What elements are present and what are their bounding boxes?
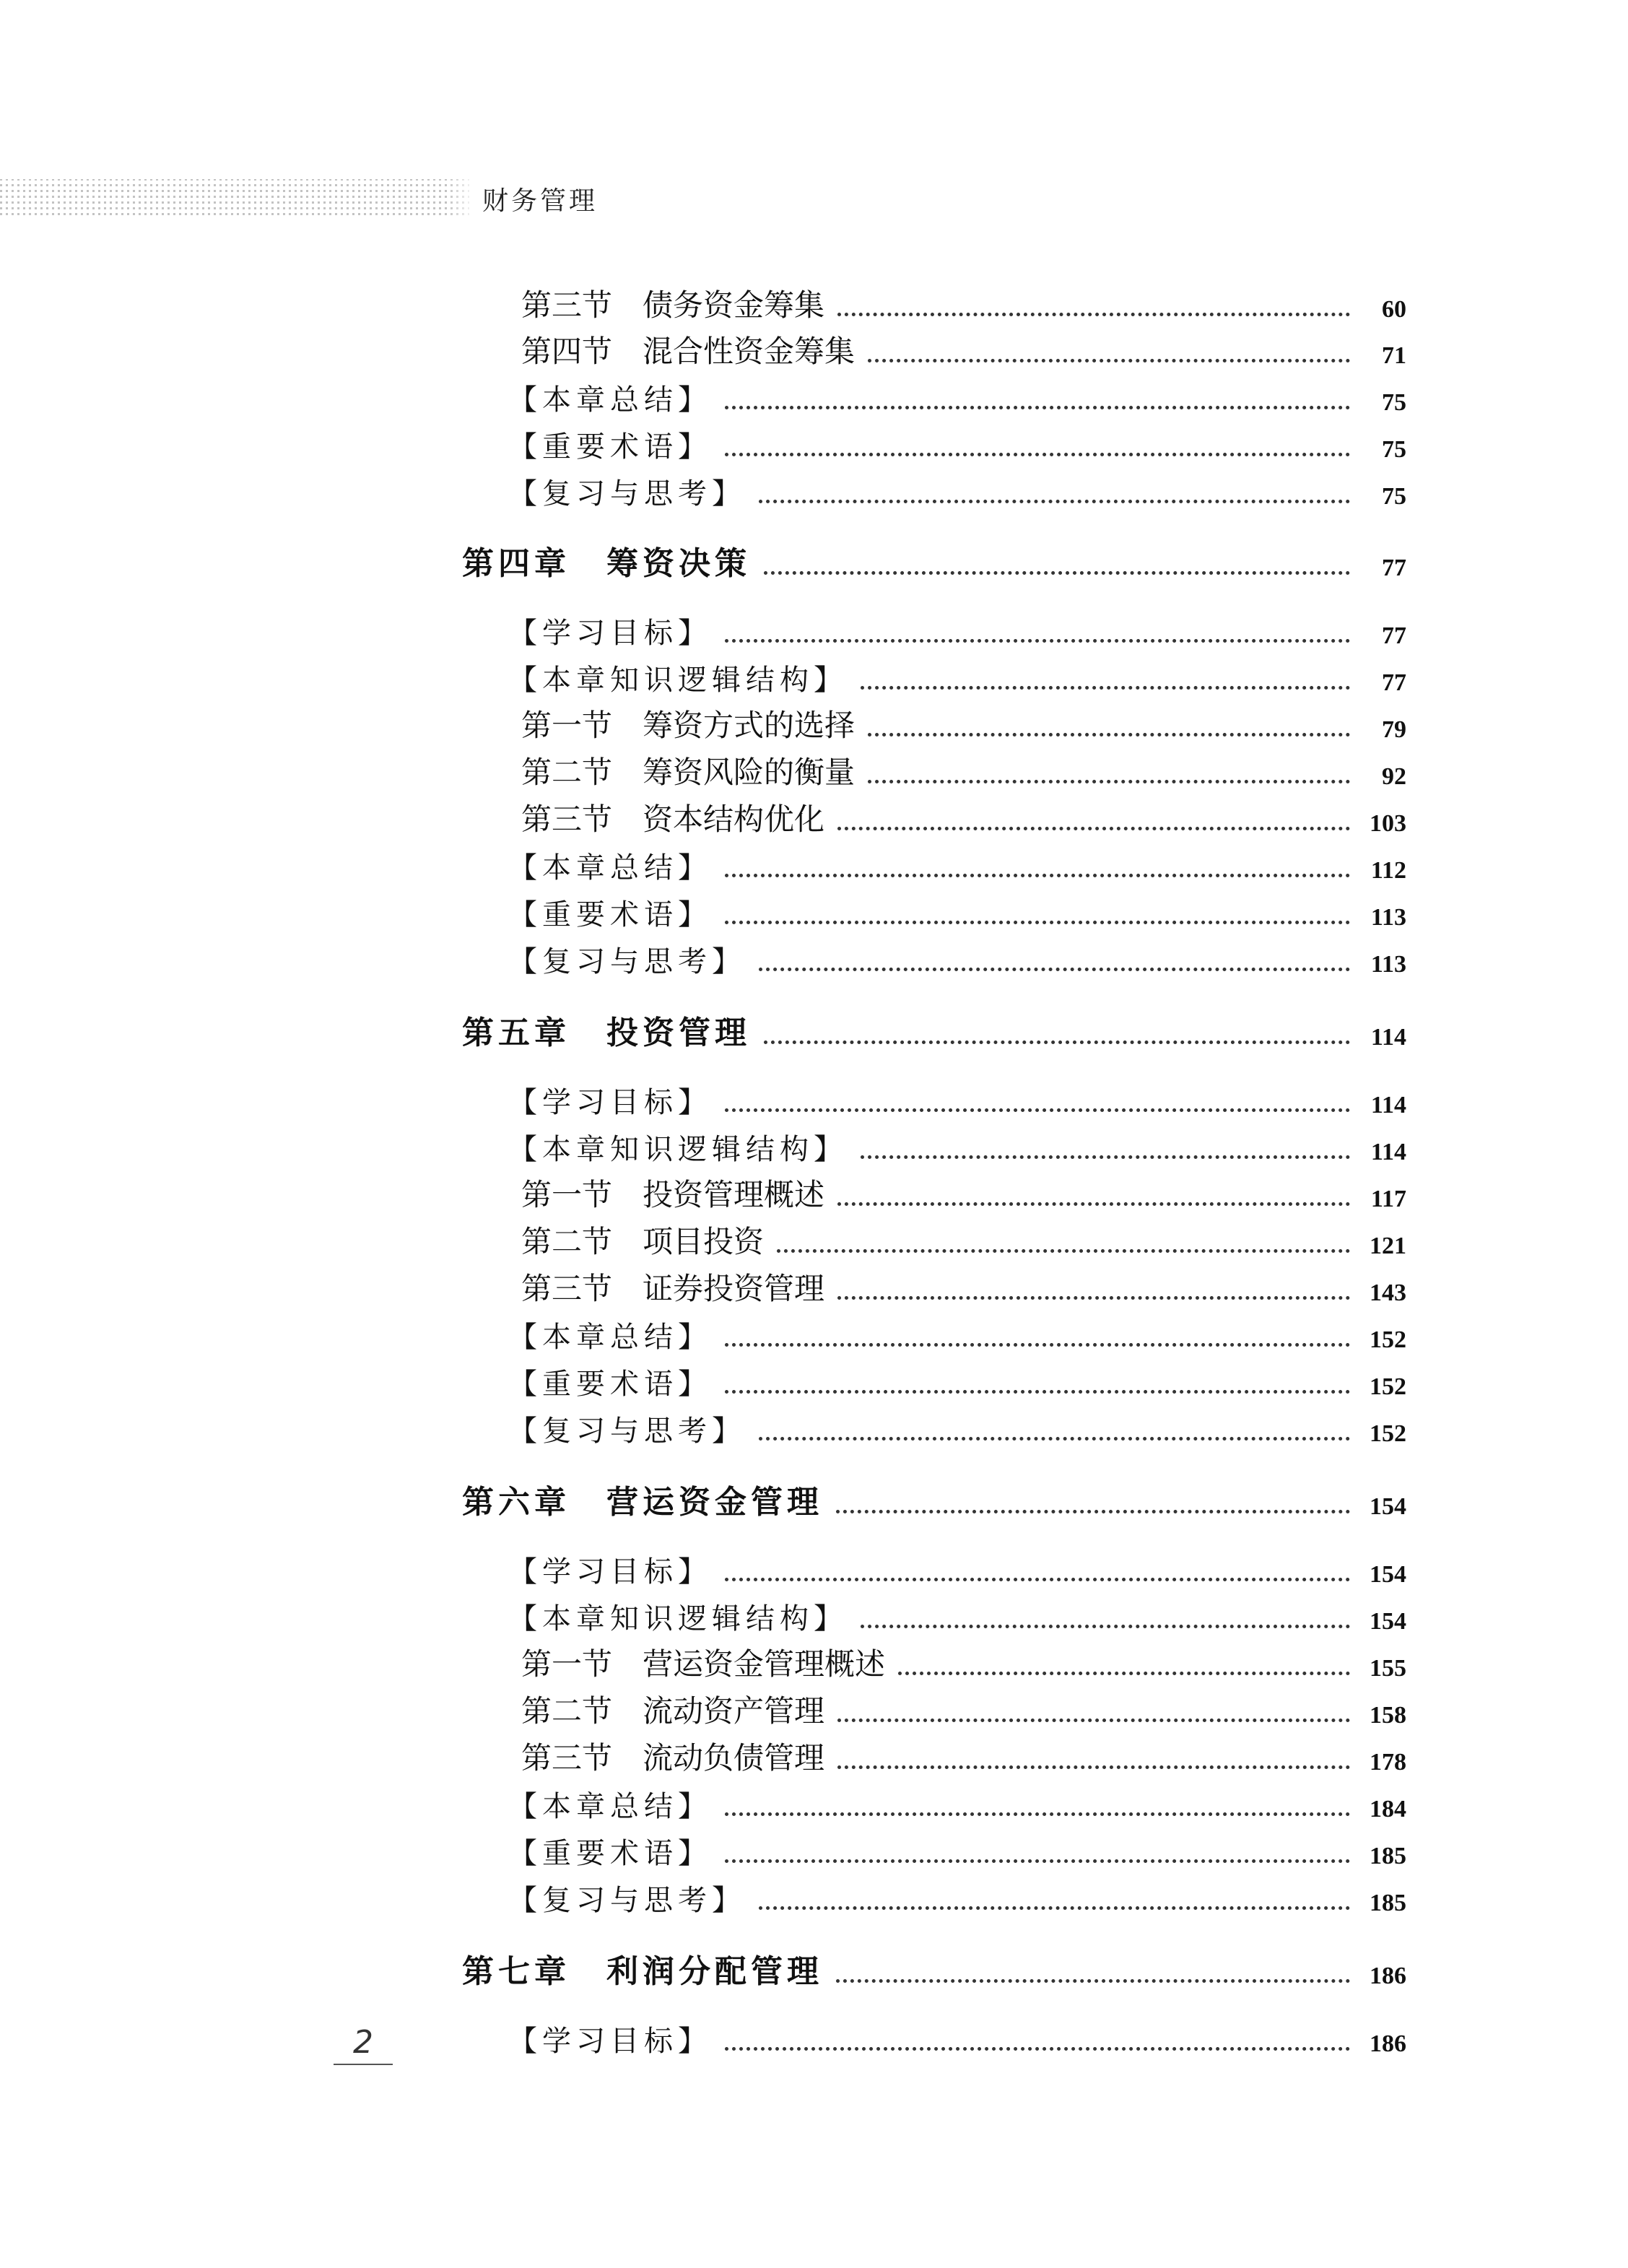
dot-leader <box>759 968 1350 971</box>
toc-entry-bracket[interactable] <box>508 469 1406 512</box>
toc-entry-section[interactable] <box>521 1641 1406 1684</box>
dot-leader <box>725 1390 1350 1394</box>
toc-entry-label: 【本章总结】 <box>508 1321 712 1354</box>
toc-entry-label: 第二节 项目投资 <box>521 1224 765 1259</box>
toc-entry-page-number: 186 <box>1370 1963 1406 1989</box>
toc-entry-label: 【本章知识逻辑结构】 <box>508 1133 848 1166</box>
toc-entry-section[interactable] <box>521 1687 1406 1731</box>
toc-entry-bracket[interactable] <box>508 937 1406 980</box>
toc-entry-bracket[interactable] <box>508 1781 1406 1825</box>
toc-entry-page-number: 75 <box>1382 389 1406 416</box>
toc-entry-section[interactable] <box>521 282 1406 325</box>
toc-entry-chapter[interactable] <box>462 540 1406 583</box>
toc-entry-bracket[interactable] <box>508 422 1406 465</box>
dot-leader <box>764 571 1350 575</box>
dot-leader <box>837 1202 1350 1206</box>
toc-entry-page-number: 117 <box>1370 1186 1406 1212</box>
toc-entry-label: 第三节 证券投资管理 <box>521 1271 825 1306</box>
dot-leader <box>898 1672 1350 1675</box>
toc-entry-label: 第七章 利润分配管理 <box>462 1953 823 1990</box>
toc-entry-bracket[interactable] <box>508 608 1406 651</box>
dot-leader <box>725 453 1350 456</box>
toc-entry-bracket[interactable] <box>508 1359 1406 1402</box>
toc-entry-page-number: 112 <box>1370 857 1406 884</box>
toc-entry-page-number: 143 <box>1370 1279 1406 1306</box>
toc-entry-page-number: 184 <box>1370 1796 1406 1822</box>
dot-leader <box>861 1625 1350 1628</box>
toc-entry-label: 【本章总结】 <box>508 383 712 417</box>
toc-entry-page-number: 154 <box>1370 1493 1406 1520</box>
toc-entry-chapter[interactable] <box>462 1479 1406 1522</box>
toc-entry-label: 【重要术语】 <box>508 898 712 931</box>
toc-entry-page-number: 114 <box>1370 1139 1406 1165</box>
toc-entry-page-number: 154 <box>1370 1561 1406 1588</box>
toc-entry-label: 第二节 流动资产管理 <box>521 1693 825 1729</box>
toc-entry-label: 【复习与思考】 <box>508 1884 746 1917</box>
toc-entry-section[interactable] <box>521 749 1406 792</box>
dot-leader <box>868 733 1350 737</box>
toc-entry-section[interactable] <box>521 1734 1406 1778</box>
dot-leader <box>861 686 1350 690</box>
toc-entry-bracket[interactable] <box>508 655 1406 698</box>
toc-entry-page-number: 185 <box>1370 1843 1406 1869</box>
dot-leader <box>837 313 1350 316</box>
toc-entry-page-number: 77 <box>1382 622 1406 649</box>
toc-entry-bracket[interactable] <box>508 1312 1406 1355</box>
toc-entry-page-number: 152 <box>1370 1373 1406 1400</box>
toc-entry-label: 第五章 投资管理 <box>462 1014 751 1051</box>
toc-entry-section[interactable] <box>521 1218 1406 1261</box>
toc-entry-label: 第一节 投资管理概述 <box>521 1177 825 1212</box>
toc-entry-chapter[interactable] <box>462 1009 1406 1053</box>
header-decorative-bar <box>0 179 469 215</box>
dot-leader <box>725 1343 1350 1347</box>
toc-entry-page-number: 121 <box>1370 1233 1406 1259</box>
toc-entry-section[interactable] <box>521 702 1406 745</box>
toc-entry-label: 第二节 筹资风险的衡量 <box>521 755 856 790</box>
toc-entry-label: 第一节 营运资金管理概述 <box>521 1646 886 1682</box>
page-number: 2 <box>334 2024 393 2065</box>
toc-entry-page-number: 77 <box>1382 669 1406 696</box>
toc-entry-label: 【本章知识逻辑结构】 <box>508 1602 848 1635</box>
toc-entry-page-number: 92 <box>1382 763 1406 790</box>
toc-entry-page-number: 158 <box>1370 1702 1406 1729</box>
toc-entry-page-number: 154 <box>1370 1608 1406 1635</box>
toc-entry-bracket[interactable] <box>508 1406 1406 1449</box>
toc-entry-label: 第四节 混合性资金筹集 <box>521 334 856 369</box>
toc-entry-section[interactable] <box>521 1171 1406 1215</box>
dot-leader <box>725 921 1350 924</box>
toc-entry-section[interactable] <box>521 796 1406 839</box>
toc-entry-label: 【本章总结】 <box>508 1790 712 1823</box>
toc-entry-page-number: 71 <box>1382 342 1406 369</box>
dot-leader <box>725 874 1350 877</box>
toc-entry-page-number: 113 <box>1370 904 1406 931</box>
toc-entry-page-number: 75 <box>1382 483 1406 510</box>
dot-leader <box>777 1249 1350 1253</box>
toc-entry-chapter[interactable] <box>462 1948 1406 1991</box>
toc-entry-label: 【复习与思考】 <box>508 477 746 510</box>
toc-entry-page-number: 155 <box>1370 1655 1406 1682</box>
toc-entry-page-number: 152 <box>1370 1420 1406 1447</box>
dot-leader <box>764 1040 1350 1044</box>
toc-entry-bracket[interactable] <box>508 375 1406 418</box>
toc-entry-page-number: 113 <box>1370 951 1406 978</box>
toc-entry-label: 【学习目标】 <box>508 1555 712 1589</box>
toc-entry-page-number: 114 <box>1370 1092 1406 1118</box>
toc-entry-label: 第六章 营运资金管理 <box>462 1484 823 1521</box>
dot-leader <box>836 1979 1350 1983</box>
toc-entry-label: 第一节 筹资方式的选择 <box>521 708 856 743</box>
toc-entry-label: 【学习目标】 <box>508 617 712 650</box>
dot-leader <box>837 1296 1350 1300</box>
toc-entry-page-number: 103 <box>1370 810 1406 837</box>
toc-entry-page-number: 178 <box>1370 1749 1406 1776</box>
toc-entry-bracket[interactable] <box>508 1547 1406 1590</box>
dot-leader <box>759 1906 1350 1910</box>
toc-entry-page-number: 185 <box>1370 1890 1406 1916</box>
toc-entry-label: 【重要术语】 <box>508 430 712 464</box>
toc-entry-bracket[interactable] <box>508 1828 1406 1872</box>
toc-entry-page-number: 77 <box>1382 555 1406 581</box>
dot-leader <box>725 639 1350 643</box>
toc-entry-bracket[interactable] <box>508 1875 1406 1919</box>
toc-entry-page-number: 152 <box>1370 1326 1406 1353</box>
toc-entry-label: 【学习目标】 <box>508 2025 712 2058</box>
toc-entry-page-number: 60 <box>1382 296 1406 323</box>
toc-entry-label: 【复习与思考】 <box>508 945 746 978</box>
dot-leader <box>861 1155 1350 1159</box>
toc-entry-section[interactable] <box>521 328 1406 371</box>
dot-leader <box>837 1765 1350 1769</box>
toc-entry-label: 【复习与思考】 <box>508 1415 746 1448</box>
toc-entry-label: 【重要术语】 <box>508 1837 712 1870</box>
toc-entry-bracket[interactable] <box>508 2016 1406 2059</box>
dot-leader <box>725 1578 1350 1581</box>
toc-entry-page-number: 75 <box>1382 436 1406 463</box>
toc-entry-label: 【学习目标】 <box>508 1086 712 1119</box>
toc-entry-bracket[interactable] <box>508 1077 1406 1121</box>
toc-entry-label: 第三节 资本结构优化 <box>521 801 825 837</box>
toc-entry-section[interactable] <box>521 1265 1406 1308</box>
dot-leader <box>725 1108 1350 1112</box>
toc-entry-page-number: 79 <box>1382 716 1406 743</box>
toc-entry-label: 第四章 筹资决策 <box>462 545 751 582</box>
dot-leader <box>725 1812 1350 1816</box>
dot-leader <box>725 1859 1350 1863</box>
toc-entry-bracket[interactable] <box>508 843 1406 886</box>
toc-entry-bracket[interactable] <box>508 1594 1406 1637</box>
dot-leader <box>868 780 1350 783</box>
toc-entry-page-number: 186 <box>1370 2030 1406 2057</box>
dot-leader <box>836 1510 1350 1513</box>
dot-leader <box>837 1719 1350 1722</box>
running-header-title: 财务管理 <box>482 186 598 216</box>
dot-leader <box>759 1437 1350 1441</box>
toc-entry-bracket[interactable] <box>508 1124 1406 1168</box>
dot-leader <box>837 827 1350 830</box>
dot-leader <box>868 359 1350 362</box>
dot-leader <box>725 2047 1350 2051</box>
toc-entry-label: 第三节 流动负债管理 <box>521 1740 825 1776</box>
toc-entry-bracket[interactable] <box>508 890 1406 933</box>
dot-leader <box>759 500 1350 503</box>
toc-entry-page-number: 114 <box>1370 1024 1406 1051</box>
toc-entry-label: 【本章总结】 <box>508 851 712 885</box>
toc-entry-label: 【重要术语】 <box>508 1368 712 1401</box>
toc-entry-label: 第三节 债务资金筹集 <box>521 287 825 323</box>
dot-leader <box>725 406 1350 409</box>
toc-entry-label: 【本章知识逻辑结构】 <box>508 664 848 697</box>
